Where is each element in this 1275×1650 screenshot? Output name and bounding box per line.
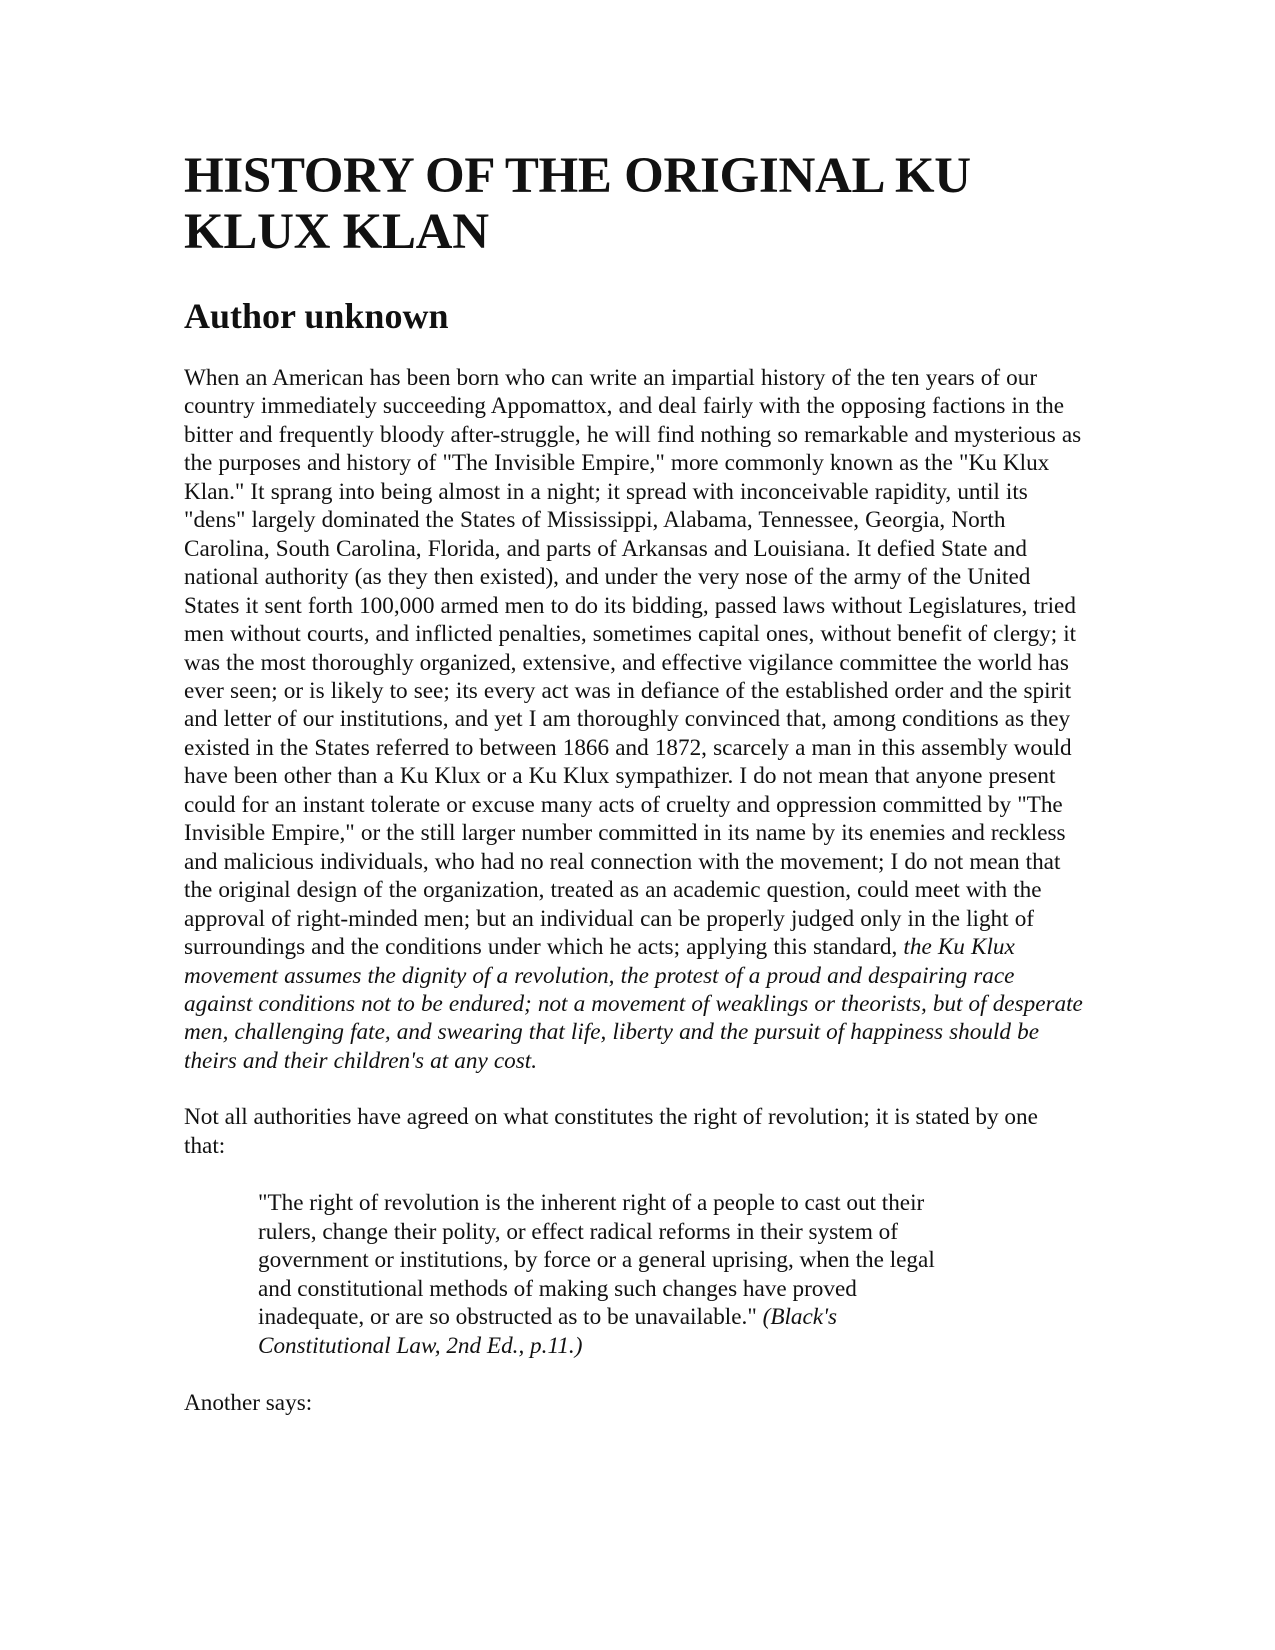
author-line: Author unknown: [184, 296, 449, 336]
intro-italic-text: the Ku Klux movement assumes the dignity of a revolution, the protest of a proud and despairing race against conditions not to be endured; not a movement of weaklings or theorists, but of desperate men, challenging fate, and swearing that life, liberty and the pursuit of happiness should be theirs and their children's at any cost.: [184, 934, 1083, 1074]
document-body: [184, 148, 1084, 1417]
quote-text: "The right of revolution is the inherent right of a people to cast out their rulers, change their polity, or effect radical reforms in their system of government or institutions, by force or a general uprising, when the legal and constitutional methods of making such changes have proved inadequate, or are so obstructed as to be unavailable.": [258, 1190, 935, 1331]
intro-text: When an American has been born who can write an impartial history of the ten years of our country immediately succeeding Appomattox, and deal fairly with the opposing factions in the bitter and frequently bloody after-struggle, he will find nothing so remarkable and mysterious as the purposes and history of "The Invisible Empire," more commonly known as the "Ku Klux Klan." It sprang into being almost in a night; it spread with inconceivable rapidity, until its "dens" largely dominated the States of Mississippi, Alabama, Tennessee, Georgia, North Carolina, South Carolina, Florida, and parts of Arkansas and Louisiana. It defied State and national authority (as they then existed), and under the very nose of the army of the United States it sent forth 100,000 armed men to do its bidding, passed laws without Legislatures, tried men without courts, and inflicted penalties, sometimes capital ones, without benefit of clergy; it was the most thoroughly organized, extensive, and effective vigilance committee the world has ever seen; or is likely to see; its every act was in defiance of the established order and the spirit and letter of our institutions, and yet I am thoroughly convinced that, among conditions as they existed in the States referred to between 1866 and 1872, scarcely a man in this assembly would have been other than a Ku Klux or a Ku Klux sympathizer. I do not mean that anyone present could for an instant tolerate or excuse many acts of cruelty and oppression committed by "The Invisible Empire," or the still larger number committed in its name by its enemies and reckless and malicious individuals, who had no real connection with the movement; I do not mean that the original design of the organization, treated as an academic question, could meet with the approval of right-minded men; but an individual can be properly judged only in the light of surroundings and the conditions under which he acts; applying this standard,: [184, 365, 1082, 961]
block-quote: [258, 1189, 968, 1360]
second-paragraph: Not all authorities have agreed on what constitutes the right of revolution; it is stated by one that:: [184, 1104, 1038, 1159]
closing-paragraph: Another says:: [184, 1389, 313, 1416]
document-title: HISTORY OF THE ORIGINAL KU KLUX KLAN: [184, 148, 971, 260]
quote-citation: (Black's Constitutional Law, 2nd Ed., p.11.): [258, 1304, 838, 1359]
intro-paragraph: [184, 364, 1084, 1075]
